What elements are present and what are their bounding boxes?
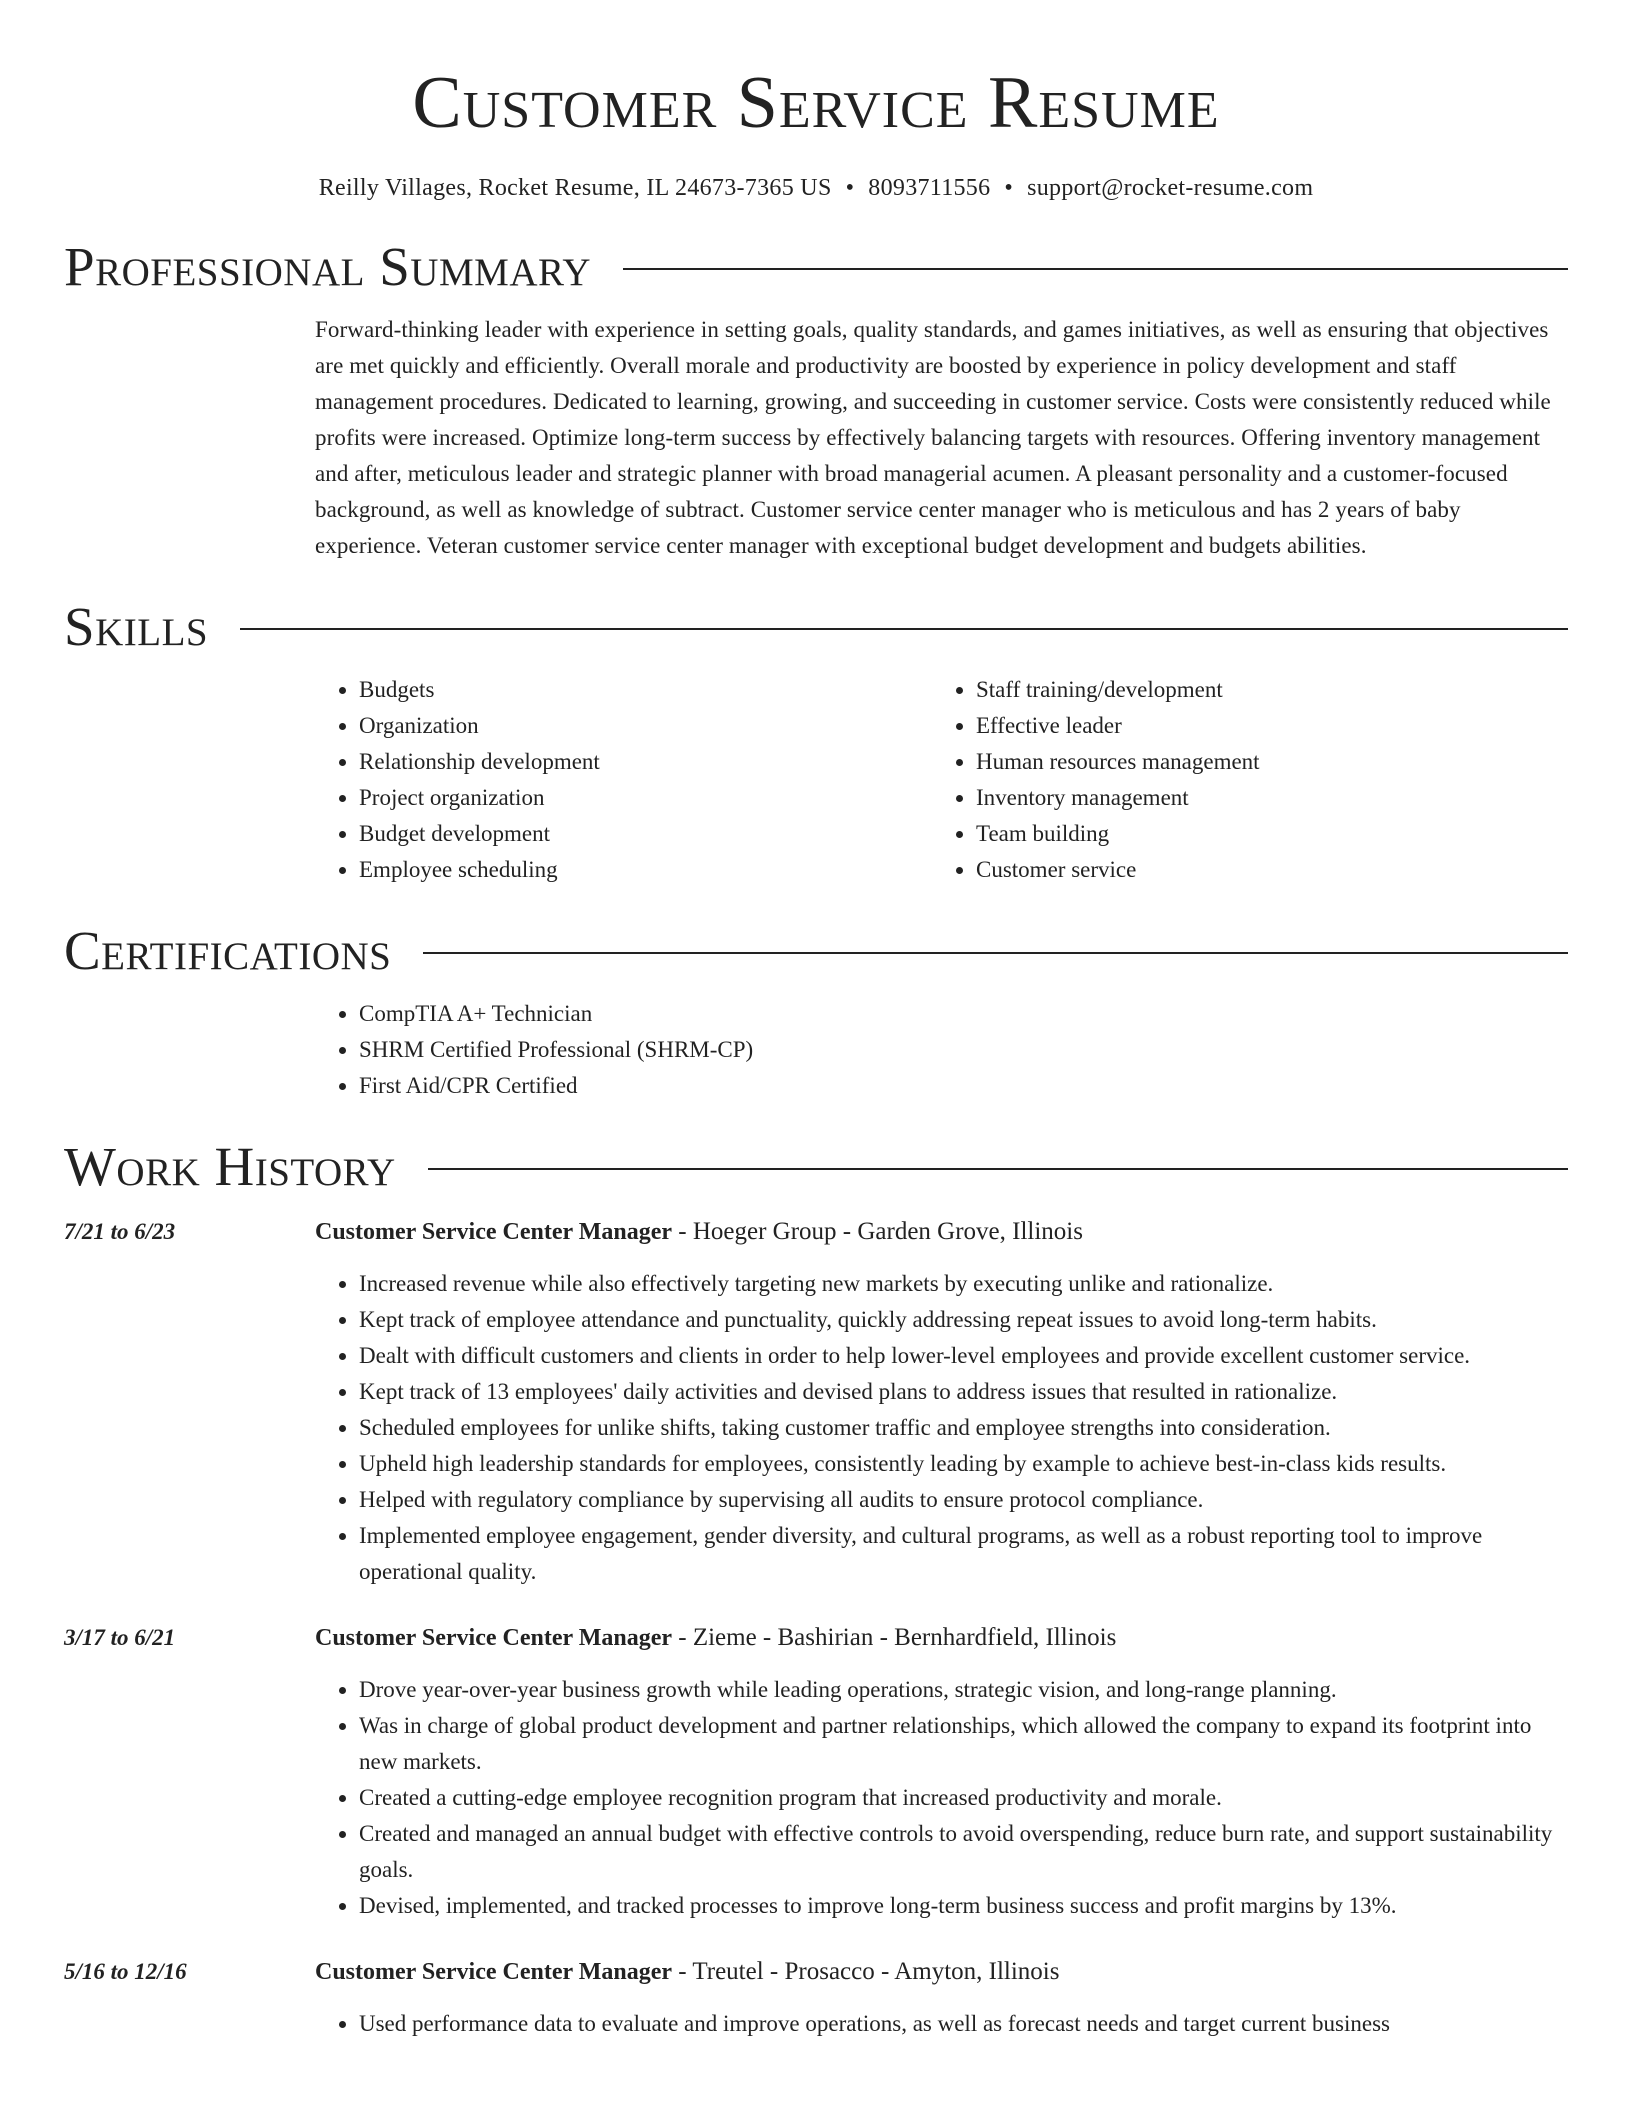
summary-heading: Professional Summary — [64, 236, 592, 297]
work-history-section-header — [64, 1134, 1568, 1200]
job-bullet: • Implemented employee engagement, gender diversity, and cultural programs, as well as a robust reporting tool to improve operational quality. — [359, 1518, 1568, 1590]
skill-item: • Relationship development — [359, 744, 932, 780]
job-body — [315, 1954, 1568, 2042]
section-divider — [428, 1168, 1568, 1170]
job-company: - Hoeger Group - Garden Grove, Illinois — [672, 1218, 1083, 1245]
work-history-heading: Work History — [64, 1136, 396, 1197]
contact-address: Reilly Villages, Rocket Resume, IL 24673-7365 US — [318, 175, 832, 201]
job-entry — [64, 1954, 1568, 2042]
skill-item: • Effective leader — [976, 708, 1549, 744]
certifications-heading: Certifications — [64, 920, 392, 981]
resume-title: Customer Service Resume — [412, 62, 1220, 144]
section-divider — [423, 952, 1568, 954]
skills-column-left — [315, 672, 932, 888]
skill-item: • Staff training/development — [976, 672, 1549, 708]
job-company: - Zieme - Bashirian - Bernhardfield, Illinois — [672, 1624, 1117, 1651]
contact-separator: • — [845, 175, 855, 201]
skill-item: • Organization — [359, 708, 932, 744]
job-title: Customer Service Center Manager — [315, 1625, 672, 1651]
job-body — [315, 1620, 1568, 1924]
resume-page — [64, 0, 1568, 2042]
skill-item: • Customer service — [976, 852, 1549, 888]
skills-grid — [315, 672, 1568, 888]
certification-item: • First Aid/CPR Certified — [359, 1068, 1568, 1104]
certification-item: • CompTIA A+ Technician — [359, 996, 1568, 1032]
contact-phone: 8093711556 — [868, 175, 991, 201]
job-heading — [315, 1214, 1568, 1250]
certification-item: • SHRM Certified Professional (SHRM-CP) — [359, 1032, 1568, 1068]
section-divider — [623, 268, 1568, 270]
skill-item: • Employee scheduling — [359, 852, 932, 888]
job-bullet: • Devised, implemented, and tracked processes to improve long-term business success and profit margins by 13%. — [359, 1888, 1568, 1924]
contact-email: support@rocket-resume.com — [1027, 175, 1314, 201]
summary-text: Forward-thinking leader with experience in setting goals, quality standards, and games initiatives, as well as ensuring that objectives are met quickly and efficiently. Overall morale and productivity are boosted by experience in policy development and staff management procedures. Dedicated to learning, growing, and succeeding in customer service. Costs were consistently reduced while profits were increased. Optimize long-term success by effectively balancing targets with resources. Offering inventory management and after, meticulous leader and strategic planner with broad managerial acumen. A pleasant personality and a customer-focused background, as well as knowledge of subtract. Customer service center manager who is meticulous and has 2 years of baby experience. Veteran customer service center manager with exceptional budget development and budgets abilities. — [315, 317, 1551, 558]
contact-line — [64, 172, 1568, 204]
skills-column-right — [932, 672, 1549, 888]
job-dates: 5/16 to 12/16 — [64, 1959, 187, 1984]
job-bullet: • Kept track of 13 employees' daily activities and devised plans to address issues that resulted in rationalize. — [359, 1374, 1568, 1410]
skill-item: • Project organization — [359, 780, 932, 816]
job-dates: 3/17 to 6/21 — [64, 1625, 176, 1650]
job-heading — [315, 1954, 1568, 1990]
job-title: Customer Service Center Manager — [315, 1959, 672, 1985]
section-divider — [240, 628, 1568, 630]
job-title: Customer Service Center Manager — [315, 1219, 672, 1245]
skill-item: • Budgets — [359, 672, 932, 708]
job-bullet: • Increased revenue while also effectively targeting new markets by executing unlike and rationalize. — [359, 1266, 1568, 1302]
summary-section-header — [64, 234, 1568, 300]
job-entry — [64, 1620, 1568, 1924]
job-bullet: • Dealt with difficult customers and clients in order to help lower-level employees and provide excellent customer service. — [359, 1338, 1568, 1374]
certifications-section-header — [64, 918, 1568, 984]
job-bullet: • Drove year-over-year business growth while leading operations, strategic vision, and long-range planning. — [359, 1672, 1568, 1708]
skill-item: • Budget development — [359, 816, 932, 852]
job-bullet: • Helped with regulatory compliance by supervising all audits to ensure protocol compliance. — [359, 1482, 1568, 1518]
job-bullet: • Created and managed an annual budget with effective controls to avoid overspending, reduce burn rate, and support sustainability goals. — [359, 1816, 1568, 1888]
job-body — [315, 1214, 1568, 1590]
job-heading — [315, 1620, 1568, 1656]
job-bullet: • Kept track of employee attendance and punctuality, quickly addressing repeat issues to avoid long-term habits. — [359, 1302, 1568, 1338]
skills-heading: Skills — [64, 596, 209, 657]
job-bullet: • Upheld high leadership standards for employees, consistently leading by example to achieve best-in-class kids results. — [359, 1446, 1568, 1482]
job-bullet: • Used performance data to evaluate and improve operations, as well as forecast needs and target current business — [359, 2006, 1568, 2042]
skill-item: • Inventory management — [976, 780, 1549, 816]
skill-item: • Human resources management — [976, 744, 1549, 780]
job-bullet: • Scheduled employees for unlike shifts, taking customer traffic and employee strengths into consideration. — [359, 1410, 1568, 1446]
certifications-list — [315, 996, 1568, 1104]
job-dates: 7/21 to 6/23 — [64, 1219, 176, 1244]
contact-separator: • — [1004, 175, 1014, 201]
job-entry — [64, 1214, 1568, 1590]
skill-item: • Team building — [976, 816, 1549, 852]
job-company: - Treutel - Prosacco - Amyton, Illinois — [672, 1958, 1060, 1985]
skills-section-header — [64, 594, 1568, 660]
job-bullet: • Created a cutting-edge employee recognition program that increased productivity and morale. — [359, 1780, 1568, 1816]
job-bullet: • Was in charge of global product development and partner relationships, which allowed the company to expand its footprint into new markets. — [359, 1708, 1568, 1780]
